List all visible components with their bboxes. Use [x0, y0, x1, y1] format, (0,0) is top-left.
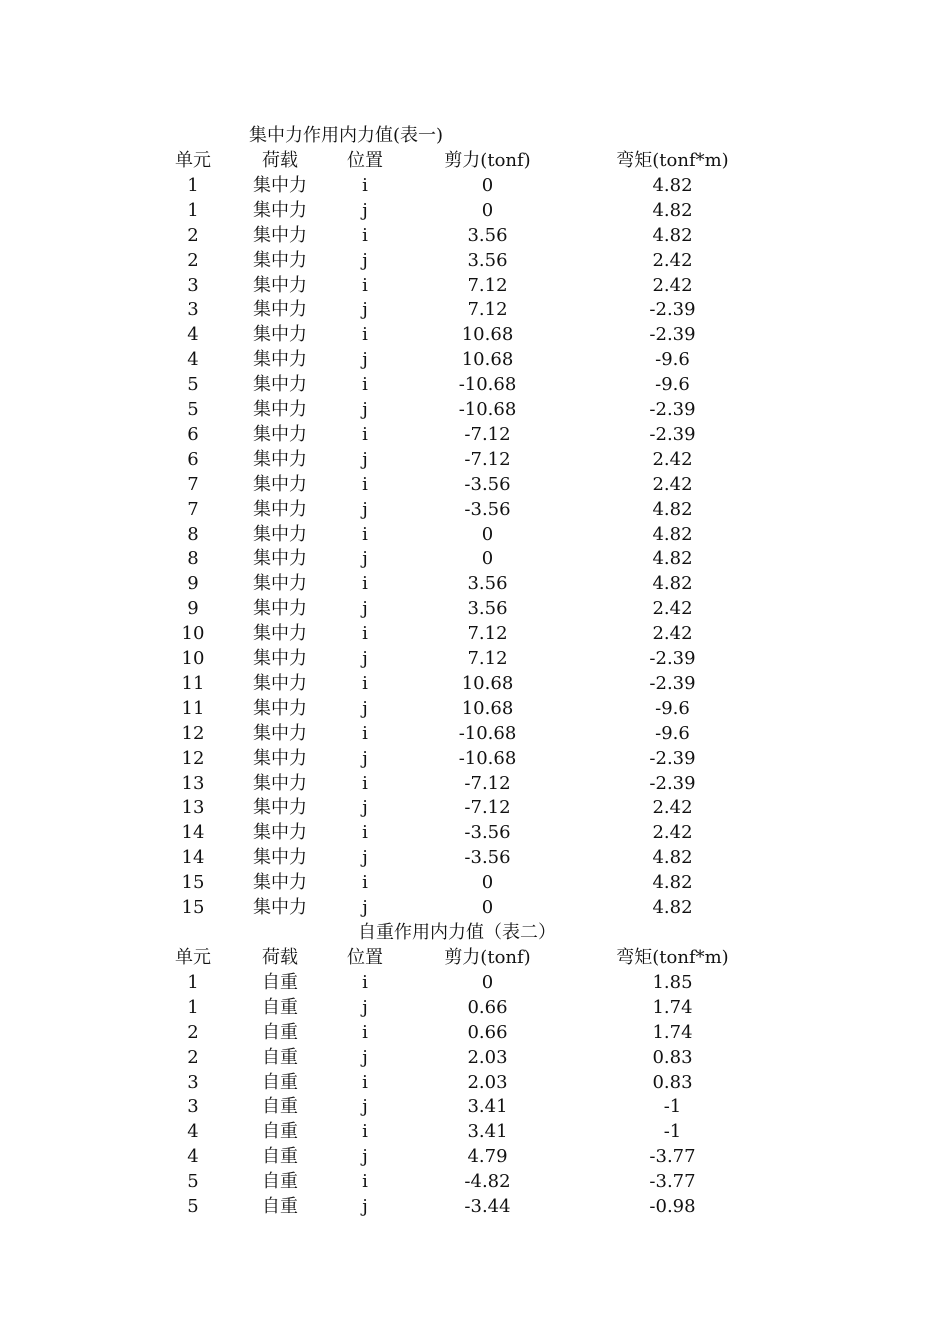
load-cell: 集中力	[253, 722, 307, 744]
position-cell: i	[362, 573, 368, 595]
moment-cell: 0.83	[652, 1046, 693, 1068]
load-cell: 集中力	[253, 299, 307, 321]
shear-cell: 剪力(tonf)	[444, 150, 531, 171]
unit-cell: 10	[181, 623, 205, 645]
shear-cell: -7.12	[464, 448, 511, 470]
table-row	[0, 546, 950, 571]
moment-cell: -2.39	[649, 648, 696, 669]
shear-cell: 0	[481, 872, 494, 894]
position-cell: i	[362, 324, 368, 346]
position-cell: i	[362, 872, 368, 894]
load-cell: 集中力	[253, 448, 307, 470]
shear-cell: 0	[481, 174, 494, 196]
shear-cell: 10.68	[461, 672, 514, 694]
position-cell: j	[362, 1096, 368, 1118]
shear-cell: 7.12	[467, 623, 508, 645]
unit-cell: 5	[187, 374, 199, 396]
table-row	[0, 820, 950, 845]
table-row	[0, 297, 950, 322]
table-row	[0, 795, 950, 820]
unit-cell: 1	[187, 971, 199, 993]
table-row	[0, 397, 950, 422]
table-row	[0, 1020, 950, 1045]
moment-cell: -2.39	[649, 747, 696, 769]
table-row	[0, 646, 950, 671]
unit-cell: 15	[181, 872, 205, 894]
unit-cell: 15	[181, 897, 205, 918]
load-cell: 自重	[262, 1196, 298, 1217]
position-cell: i	[362, 374, 368, 396]
load-cell: 集中力	[253, 274, 307, 296]
position-cell: j	[362, 1146, 368, 1168]
load-cell: 自重	[262, 996, 298, 1018]
position-cell: j	[362, 897, 368, 918]
unit-cell: 8	[187, 548, 199, 570]
shear-cell: 3.56	[467, 224, 508, 246]
moment-cell: 4.82	[652, 224, 693, 246]
position-cell: j	[362, 299, 368, 321]
shear-cell: 0	[481, 523, 494, 545]
position-cell: j	[362, 847, 368, 869]
unit-cell: 5	[187, 399, 199, 420]
unit-cell: 13	[181, 772, 205, 794]
position-cell: i	[362, 1121, 368, 1143]
load-cell: 自重	[262, 1046, 298, 1068]
unit-cell: 3	[187, 274, 199, 296]
position-cell: j	[362, 747, 368, 769]
table-row	[0, 472, 950, 497]
table-row	[0, 198, 950, 223]
shear-cell: -3.56	[464, 847, 511, 869]
load-cell: 集中力	[253, 548, 307, 570]
position-cell: i	[362, 423, 368, 445]
unit-cell: 14	[181, 847, 205, 869]
unit-cell: 13	[181, 797, 205, 819]
unit-cell: 12	[181, 747, 205, 769]
shear-cell: 2.03	[467, 1071, 508, 1093]
shear-cell: -3.56	[464, 498, 511, 520]
shear-cell: 0.66	[467, 1021, 508, 1043]
unit-cell: 2	[187, 249, 199, 271]
shear-cell: -7.12	[464, 772, 511, 794]
unit-cell: 4	[187, 324, 199, 346]
shear-cell: 0	[481, 199, 494, 221]
shear-cell: 7.12	[467, 299, 508, 321]
position-cell: j	[362, 996, 368, 1018]
load-cell: 集中力	[253, 797, 307, 819]
load-cell: 自重	[262, 1146, 298, 1168]
table-row	[0, 1045, 950, 1070]
moment-cell: 2.42	[652, 448, 693, 470]
moment-cell: -9.6	[655, 722, 690, 744]
moment-cell: 2.42	[652, 598, 693, 620]
load-cell: 集中力	[253, 747, 307, 769]
moment-cell: -1	[663, 1096, 682, 1118]
load-cell: 集中力	[253, 374, 307, 396]
load-cell: 集中力	[253, 872, 307, 894]
load-cell: 集中力	[253, 349, 307, 371]
moment-cell: -2.39	[649, 324, 696, 346]
position-cell: i	[362, 623, 368, 645]
moment-cell: 4.82	[652, 174, 693, 196]
moment-cell: 4.82	[652, 872, 693, 894]
moment-cell: 4.82	[652, 573, 693, 595]
shear-cell: 3.56	[467, 573, 508, 595]
shear-cell: 0	[481, 897, 494, 918]
position-cell: j	[362, 648, 368, 669]
table-row	[0, 1070, 950, 1095]
table-row	[0, 248, 950, 273]
position-cell: i	[362, 722, 368, 744]
unit-cell: 11	[181, 697, 205, 719]
moment-cell: 4.82	[652, 897, 693, 918]
shear-cell: -3.56	[464, 822, 511, 844]
load-cell: 集中力	[253, 822, 307, 844]
table-row	[0, 1094, 950, 1119]
table-row	[0, 895, 950, 920]
position-cell: j	[362, 249, 368, 271]
table-row	[0, 571, 950, 596]
unit-cell: 2	[187, 224, 199, 246]
shear-cell: 2.03	[467, 1046, 508, 1068]
table-row	[0, 995, 950, 1020]
load-cell: 集中力	[253, 174, 307, 196]
unit-cell: 5	[187, 1196, 199, 1217]
table-header-row	[0, 945, 950, 970]
load-cell: 集中力	[253, 224, 307, 246]
table-row	[0, 497, 950, 522]
position-cell: i	[362, 1071, 368, 1093]
position-cell: i	[362, 772, 368, 794]
shear-cell: 10.68	[461, 697, 514, 719]
shear-cell: 3.56	[467, 249, 508, 271]
unit-cell: 3	[187, 1096, 199, 1118]
unit-cell: 4	[187, 1121, 199, 1143]
position-cell: i	[362, 672, 368, 694]
table-row	[0, 447, 950, 472]
load-cell: 荷载	[262, 947, 298, 968]
shear-cell: 3.41	[467, 1096, 508, 1118]
position-cell: j	[362, 1196, 368, 1217]
position-cell: i	[362, 1171, 368, 1193]
unit-cell: 4	[187, 349, 199, 371]
load-cell: 集中力	[253, 598, 307, 620]
table-row	[0, 771, 950, 796]
moment-cell: 2.42	[652, 822, 693, 844]
moment-cell: 2.42	[652, 274, 693, 296]
shear-cell: -10.68	[458, 722, 517, 744]
moment-cell: 4.82	[652, 523, 693, 545]
shear-cell: -3.56	[464, 473, 511, 495]
load-cell: 集中力	[253, 473, 307, 495]
table-row	[0, 1169, 950, 1194]
load-cell: 集中力	[253, 847, 307, 869]
shear-cell: -10.68	[458, 374, 517, 396]
position-cell: i	[362, 274, 368, 296]
table-row	[0, 970, 950, 995]
moment-cell: -1	[663, 1121, 682, 1143]
load-cell: 自重	[262, 1171, 298, 1193]
unit-cell: 6	[187, 448, 199, 470]
position-cell: j	[362, 349, 368, 371]
load-cell: 集中力	[253, 399, 307, 420]
load-cell: 集中力	[253, 648, 307, 669]
table-row	[0, 671, 950, 696]
shear-cell: 10.68	[461, 349, 514, 371]
moment-cell: 弯矩(tonf*m)	[616, 947, 729, 968]
moment-cell: 1.74	[652, 996, 693, 1018]
unit-cell: 5	[187, 1171, 199, 1193]
moment-cell: 2.42	[652, 473, 693, 495]
shear-cell: -10.68	[458, 399, 517, 420]
load-cell: 集中力	[253, 697, 307, 719]
unit-cell: 9	[187, 598, 199, 620]
moment-cell: -2.39	[649, 772, 696, 794]
table1-title: 集中力作用内力值(表一)	[249, 125, 444, 146]
load-cell: 自重	[262, 1121, 298, 1143]
moment-cell: -2.39	[649, 299, 696, 321]
position-cell: i	[362, 224, 368, 246]
table-row	[0, 1144, 950, 1169]
load-cell: 集中力	[253, 324, 307, 346]
unit-cell: 3	[187, 299, 199, 321]
moment-cell: 4.82	[652, 847, 693, 869]
load-cell: 自重	[262, 1021, 298, 1043]
position-cell: i	[362, 174, 368, 196]
unit-cell: 7	[187, 473, 199, 495]
moment-cell: -3.77	[649, 1171, 696, 1193]
moment-cell: 1.85	[652, 971, 693, 993]
table-row	[0, 173, 950, 198]
unit-cell: 1	[187, 199, 199, 221]
moment-cell: -9.6	[655, 697, 690, 719]
load-cell: 集中力	[253, 249, 307, 271]
shear-cell: -3.44	[464, 1196, 511, 1217]
shear-cell: 0	[481, 971, 494, 993]
unit-cell: 3	[187, 1071, 199, 1093]
moment-cell: 4.82	[652, 498, 693, 520]
position-cell: j	[362, 548, 368, 570]
shear-cell: 4.79	[467, 1146, 508, 1168]
position-cell: i	[362, 473, 368, 495]
position-cell: j	[362, 498, 368, 520]
table-header-row	[0, 148, 950, 173]
position-cell: j	[362, 697, 368, 719]
position-cell: i	[362, 1021, 368, 1043]
position-cell: i	[362, 971, 368, 993]
table-row	[0, 1194, 950, 1219]
table-row	[0, 522, 950, 547]
unit-cell: 7	[187, 498, 199, 520]
shear-cell: 7.12	[467, 274, 508, 296]
moment-cell: 4.82	[652, 199, 693, 221]
shear-cell: 剪力(tonf)	[444, 947, 531, 968]
table2-title: 自重作用内力值（表二）	[358, 922, 556, 943]
load-cell: 集中力	[253, 199, 307, 221]
position-cell: j	[362, 448, 368, 470]
shear-cell: 10.68	[461, 324, 514, 346]
shear-cell: 3.41	[467, 1121, 508, 1143]
table-row	[0, 322, 950, 347]
load-cell: 集中力	[253, 573, 307, 595]
unit-cell: 9	[187, 573, 199, 595]
position-cell: i	[362, 822, 368, 844]
moment-cell: 2.42	[652, 249, 693, 271]
table-row	[0, 845, 950, 870]
unit-cell: 单元	[175, 947, 211, 968]
table-row	[0, 422, 950, 447]
load-cell: 自重	[262, 1071, 298, 1093]
position-cell: j	[362, 797, 368, 819]
unit-cell: 4	[187, 1146, 199, 1168]
table-row	[0, 223, 950, 248]
load-cell: 集中力	[253, 623, 307, 645]
table-row	[0, 372, 950, 397]
table-row	[0, 273, 950, 298]
table-row	[0, 721, 950, 746]
unit-cell: 2	[187, 1046, 199, 1068]
moment-cell: -9.6	[655, 349, 690, 371]
load-cell: 自重	[262, 1096, 298, 1118]
position-cell: j	[362, 1046, 368, 1068]
load-cell: 集中力	[253, 523, 307, 545]
position-cell: 位置	[347, 947, 383, 968]
moment-cell: -9.6	[655, 374, 690, 396]
shear-cell: -7.12	[464, 423, 511, 445]
unit-cell: 10	[181, 648, 205, 669]
load-cell: 集中力	[253, 772, 307, 794]
table-row	[0, 870, 950, 895]
load-cell: 集中力	[253, 897, 307, 918]
table-row	[0, 621, 950, 646]
unit-cell: 单元	[175, 150, 211, 171]
unit-cell: 2	[187, 1021, 199, 1043]
unit-cell: 6	[187, 423, 199, 445]
moment-cell: -2.39	[649, 423, 696, 445]
shear-cell: 3.56	[467, 598, 508, 620]
unit-cell: 1	[187, 174, 199, 196]
unit-cell: 14	[181, 822, 205, 844]
table-row	[0, 596, 950, 621]
position-cell: j	[362, 199, 368, 221]
moment-cell: -2.39	[649, 399, 696, 420]
position-cell: j	[362, 598, 368, 620]
shear-cell: -4.82	[464, 1171, 511, 1193]
moment-cell: -3.77	[649, 1146, 696, 1168]
shear-cell: 7.12	[467, 648, 508, 669]
table-row	[0, 746, 950, 771]
table-row	[0, 1119, 950, 1144]
unit-cell: 11	[181, 672, 205, 694]
load-cell: 荷载	[262, 150, 298, 171]
load-cell: 集中力	[253, 672, 307, 694]
table-row	[0, 696, 950, 721]
load-cell: 自重	[262, 971, 298, 993]
shear-cell: 0	[481, 548, 494, 570]
moment-cell: -0.98	[649, 1196, 696, 1217]
load-cell: 集中力	[253, 423, 307, 445]
position-cell: j	[362, 399, 368, 420]
moment-cell: 4.82	[652, 548, 693, 570]
unit-cell: 12	[181, 722, 205, 744]
position-cell: 位置	[347, 150, 383, 171]
shear-cell: -7.12	[464, 797, 511, 819]
moment-cell: -2.39	[649, 672, 696, 694]
position-cell: i	[362, 523, 368, 545]
unit-cell: 1	[187, 996, 199, 1018]
shear-cell: -10.68	[458, 747, 517, 769]
table-row	[0, 347, 950, 372]
load-cell: 集中力	[253, 498, 307, 520]
moment-cell: 2.42	[652, 797, 693, 819]
moment-cell: 1.74	[652, 1021, 693, 1043]
moment-cell: 弯矩(tonf*m)	[616, 150, 729, 171]
shear-cell: 0.66	[467, 996, 508, 1018]
moment-cell: 2.42	[652, 623, 693, 645]
unit-cell: 8	[187, 523, 199, 545]
moment-cell: 0.83	[652, 1071, 693, 1093]
